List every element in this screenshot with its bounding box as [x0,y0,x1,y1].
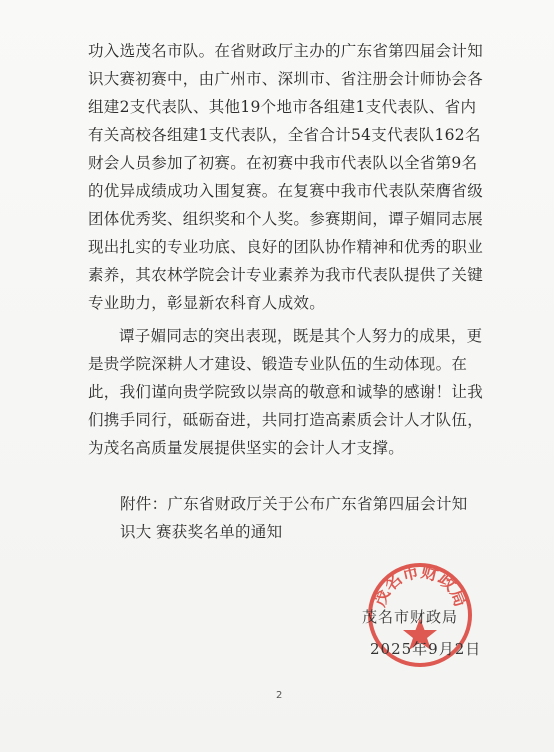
seal-text: 茂名市财政局 [369,561,471,610]
body-paragraph-2: 谭子媚同志的突出表现，既是其个人努力的成果，更是贵学院深耕人才建设、锻造专业队伍的生动体现。在此，我们谨向贵学院致以崇高的敬意和诚挚的感谢！让我们携手同行，砥砺奋进，共同打造高素质会计人才队伍，为茂名高质量发展提供坚实的会计人才支撑。 [88,327,484,457]
attachment-line-1: 附件：广东省财政厅关于公布广东省第四届会计知识大 [120,495,468,541]
attachment-line-2: 赛获奖名单的通知 [156,523,283,541]
signature-organization: 茂名市财政局 [362,608,459,626]
page-number: 2 [276,690,283,701]
body-paragraph-1: 功入选茂名市队。在省财政厅主办的广东省第四届会计知识大赛初赛中，由广州市、深圳市、省注册会计师协会各组建2支代表队、其他19个地市各组建1支代表队、省内有关高校各组建1支代表队，全省合计54支代表队162名财会人员参加了初赛。在初赛中我市代表队以全省第9名的优异成绩成功入围复赛。在复赛中我市代表队荣膺省级团体优秀奖、组织奖和个人奖。参赛期间，谭子媚同志展现出扎实的专业功底、良好的团队协作精神和优秀的职业素养，其农林学院会计专业素养为我市代表队提供了关键专业助力，彰显新农科育人成效。 [88,42,484,312]
signature-date: 2025年9月2日 [370,640,482,658]
